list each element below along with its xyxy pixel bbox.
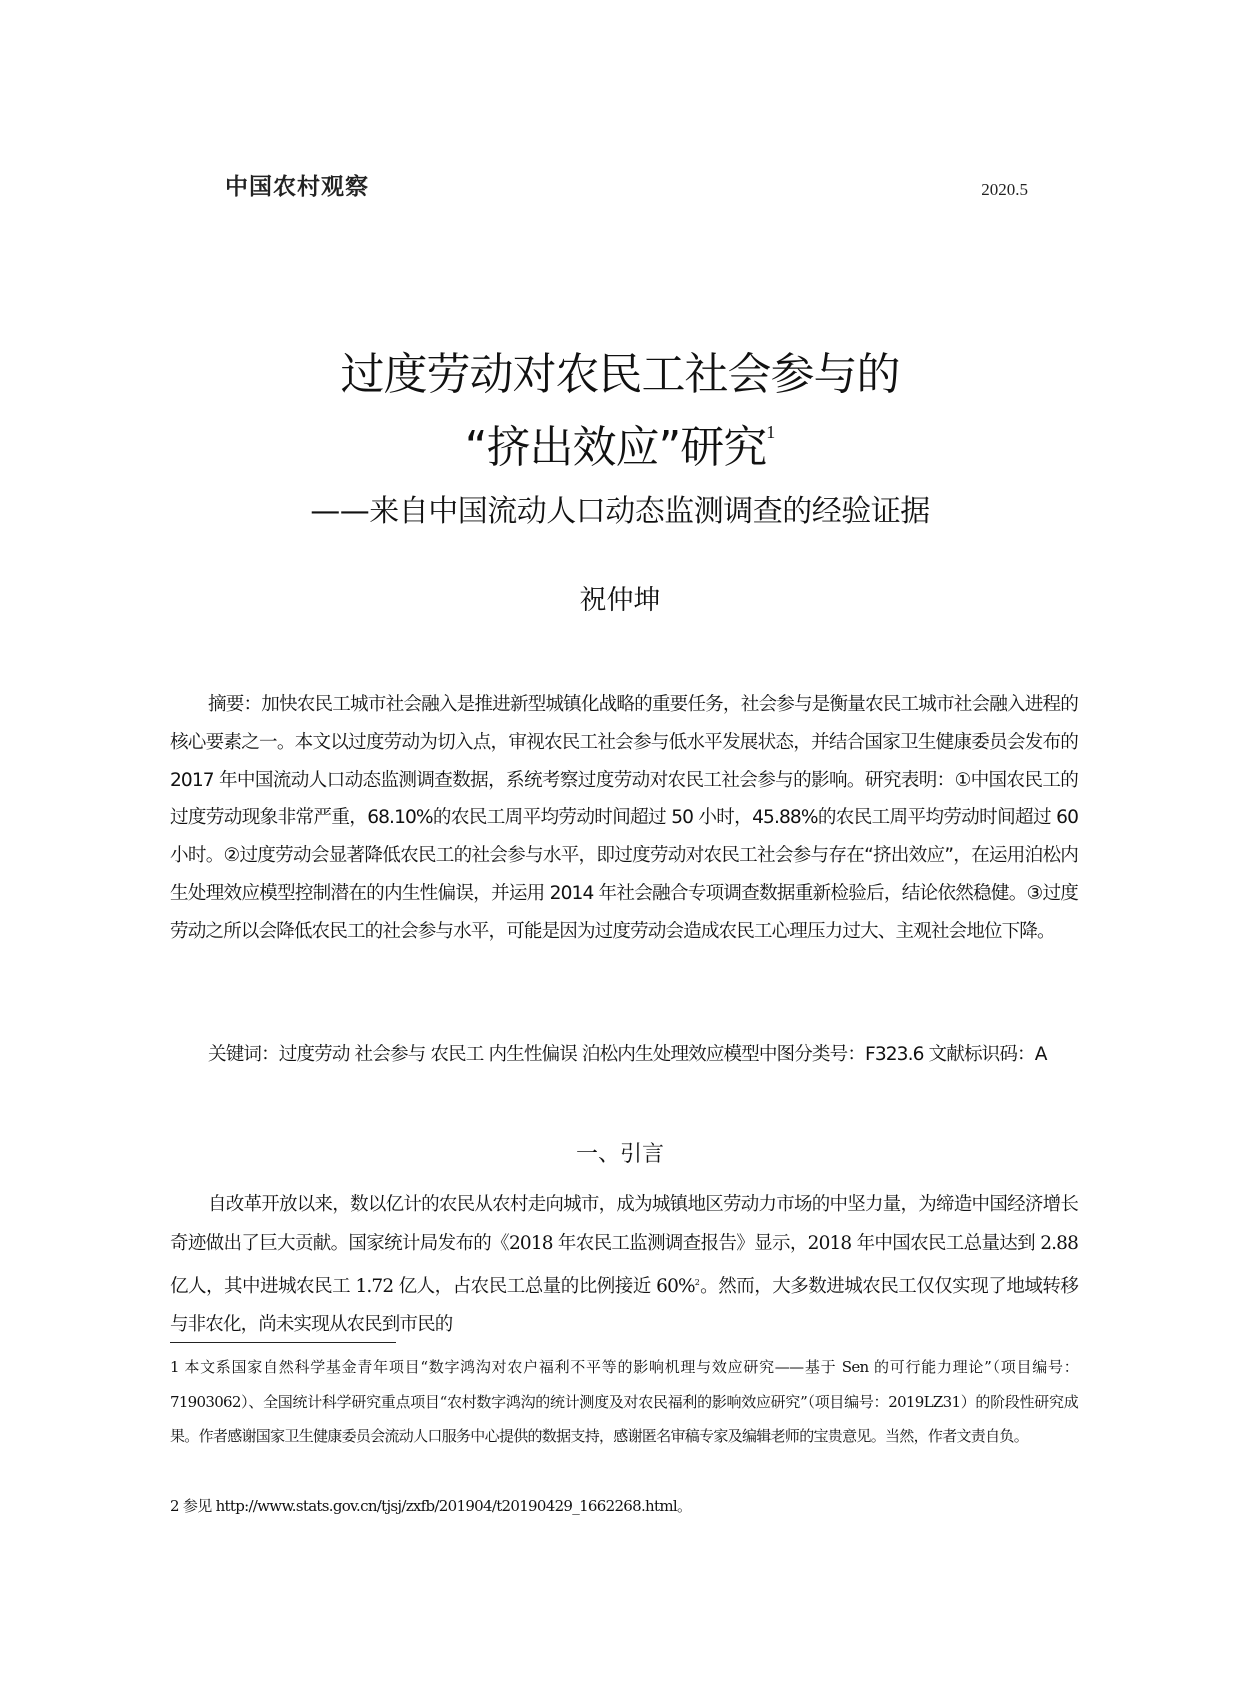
article-title-text: “挤出效应”研究 xyxy=(464,422,767,473)
introduction-text: 自改革开放以来，数以亿计的农民从农村走向城市，成为城镇地区劳动力市场的中坚力量，为缔造中国经济增长奇迹做出了巨大贡献。国家统计局发布的《2018 年农民工监测调查报告》显示，2018 年中国农民工总量达到 2.88 亿人，其中进城农民工 1.72 亿人，占农民工总量的比例接近 60% xyxy=(170,1194,1078,1297)
abstract-paragraph: 摘要：加快农民工城市社会融入是推进新型城镇化战略的重要任务，社会参与是衡量农民工城市社会融入进程的核心要素之一。本文以过度劳动为切入点，审视农民工社会参与低水平发展状态，并结合国家卫生健康委员会发布的 2017 年中国流动人口动态监测调查数据，系统考察过度劳动对农民工社会参与的影响。研究表明：①中国农民工的过度劳动现象非常严重，68.10%的农民工周平均劳动时间超过 50 小时，45.88%的农民工周平均劳动时间超过 60 小时。②过度劳动会显著降低农民工的社会参与水平，即过度劳动对农民工社会参与存在“挤出效应”，在运用泊松内生处理效应模型控制潜在的内生性偏误，并运用 2014 年社会融合专项调查数据重新检验后，结论依然稳健。③过度劳动之所以会降低农民工的社会参与水平，可能是因为过度劳动会造成农民工心理压力过大、主观社会地位下降。 xyxy=(170,694,1078,942)
keywords-line: 关键词：过度劳动 社会参与 农民工 内生性偏误 泊松内生处理效应模型中图分类号：F323.6 文献标识码：A xyxy=(208,1044,1047,1065)
author-name: 祝仲坤 xyxy=(579,585,661,616)
title-footnote-mark[interactable]: 1 xyxy=(766,422,776,442)
footnote-2: 2 参见 http://www.stats.gov.cn/tjsj/zxfb/201904/t20190429_1662268.html。 xyxy=(170,1497,692,1515)
article-title-line-2 xyxy=(0,411,1240,475)
section-heading-introduction: 一、引言 xyxy=(575,1142,664,1167)
footnote-2-mark[interactable]: 2 xyxy=(694,1277,700,1287)
issue-number: 2020.5 xyxy=(981,180,1028,199)
article-title-line-1: 过度劳动对农民工社会参与的 xyxy=(340,349,900,400)
article-subtitle: ——来自中国流动人口动态监测调查的经验证据 xyxy=(310,494,930,529)
footnote-separator xyxy=(170,1342,396,1343)
introduction-text-tail: 。然而，大多数进城农民工仅仅实现了地域转移与非农化，尚未实现从农民到市民的 xyxy=(170,1275,1079,1336)
footnote-1: 1 本文系国家自然科学基金青年项目“数字鸿沟对农户福利不平等的影响机理与效应研究——基于 Sen 的可行能力理论”（项目编号：71903062）、全国统计科学研究重点项目“农村数字鸿沟的统计测度及对农民福利的影响效应研究”（项目编号：2019LZ31）的阶段性研究成果。作者感谢国家卫生健康委员会流动人口服务中心提供的数据支持，感谢匿名审稿专家及编辑老师的宝贵意见。当然，作者文责自负。 xyxy=(170,1358,1078,1446)
journal-logo: 中国农村观察 xyxy=(225,174,369,200)
introduction-paragraph xyxy=(170,1186,1078,1345)
